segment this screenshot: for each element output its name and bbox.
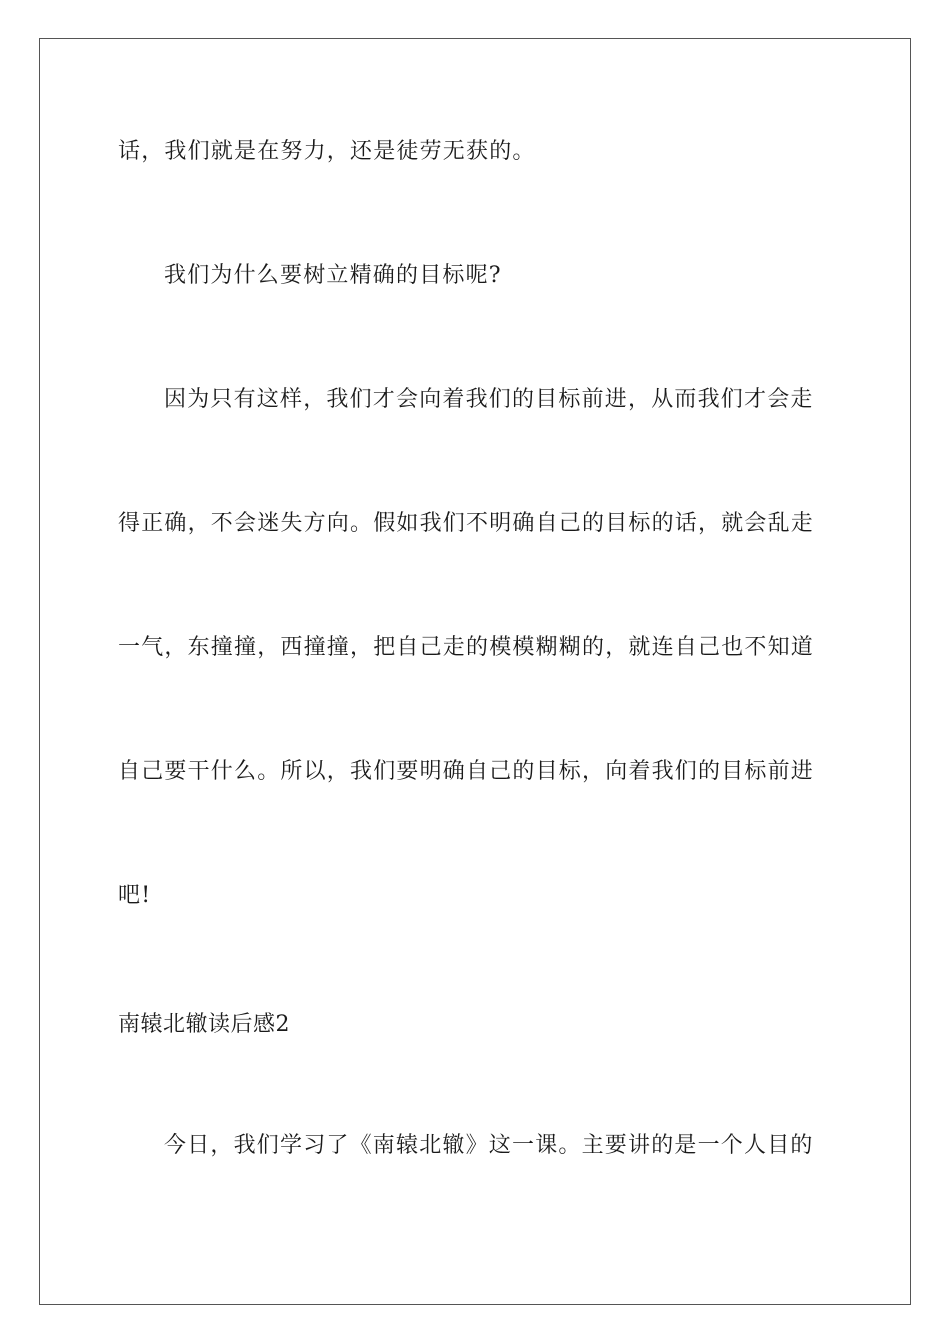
section-heading: 南辕北辙读后感2: [118, 1012, 290, 1037]
text-line-5: 一气，东撞撞，西撞撞，把自己走的模模糊糊的，就连自己也不知道: [118, 635, 815, 660]
text-line-3: 因为只有这样，我们才会向着我们的目标前进，从而我们才会走: [164, 387, 814, 412]
text-line-7: 吧!: [118, 883, 152, 908]
page-frame: [39, 38, 911, 1305]
text-line-6: 自己要干什么。所以，我们要明确自己的目标，向着我们的目标前进: [118, 759, 815, 784]
text-line-8: 今日，我们学习了《南辕北辙》这一课。主要讲的是一个人目的: [164, 1133, 814, 1158]
text-line-2: 我们为什么要树立精确的目标呢?: [164, 263, 502, 288]
text-line-1: 话，我们就是在努力，还是徒劳无获的。: [118, 139, 536, 164]
text-line-4: 得正确，不会迷失方向。假如我们不明确自己的目标的话，就会乱走: [118, 511, 815, 536]
